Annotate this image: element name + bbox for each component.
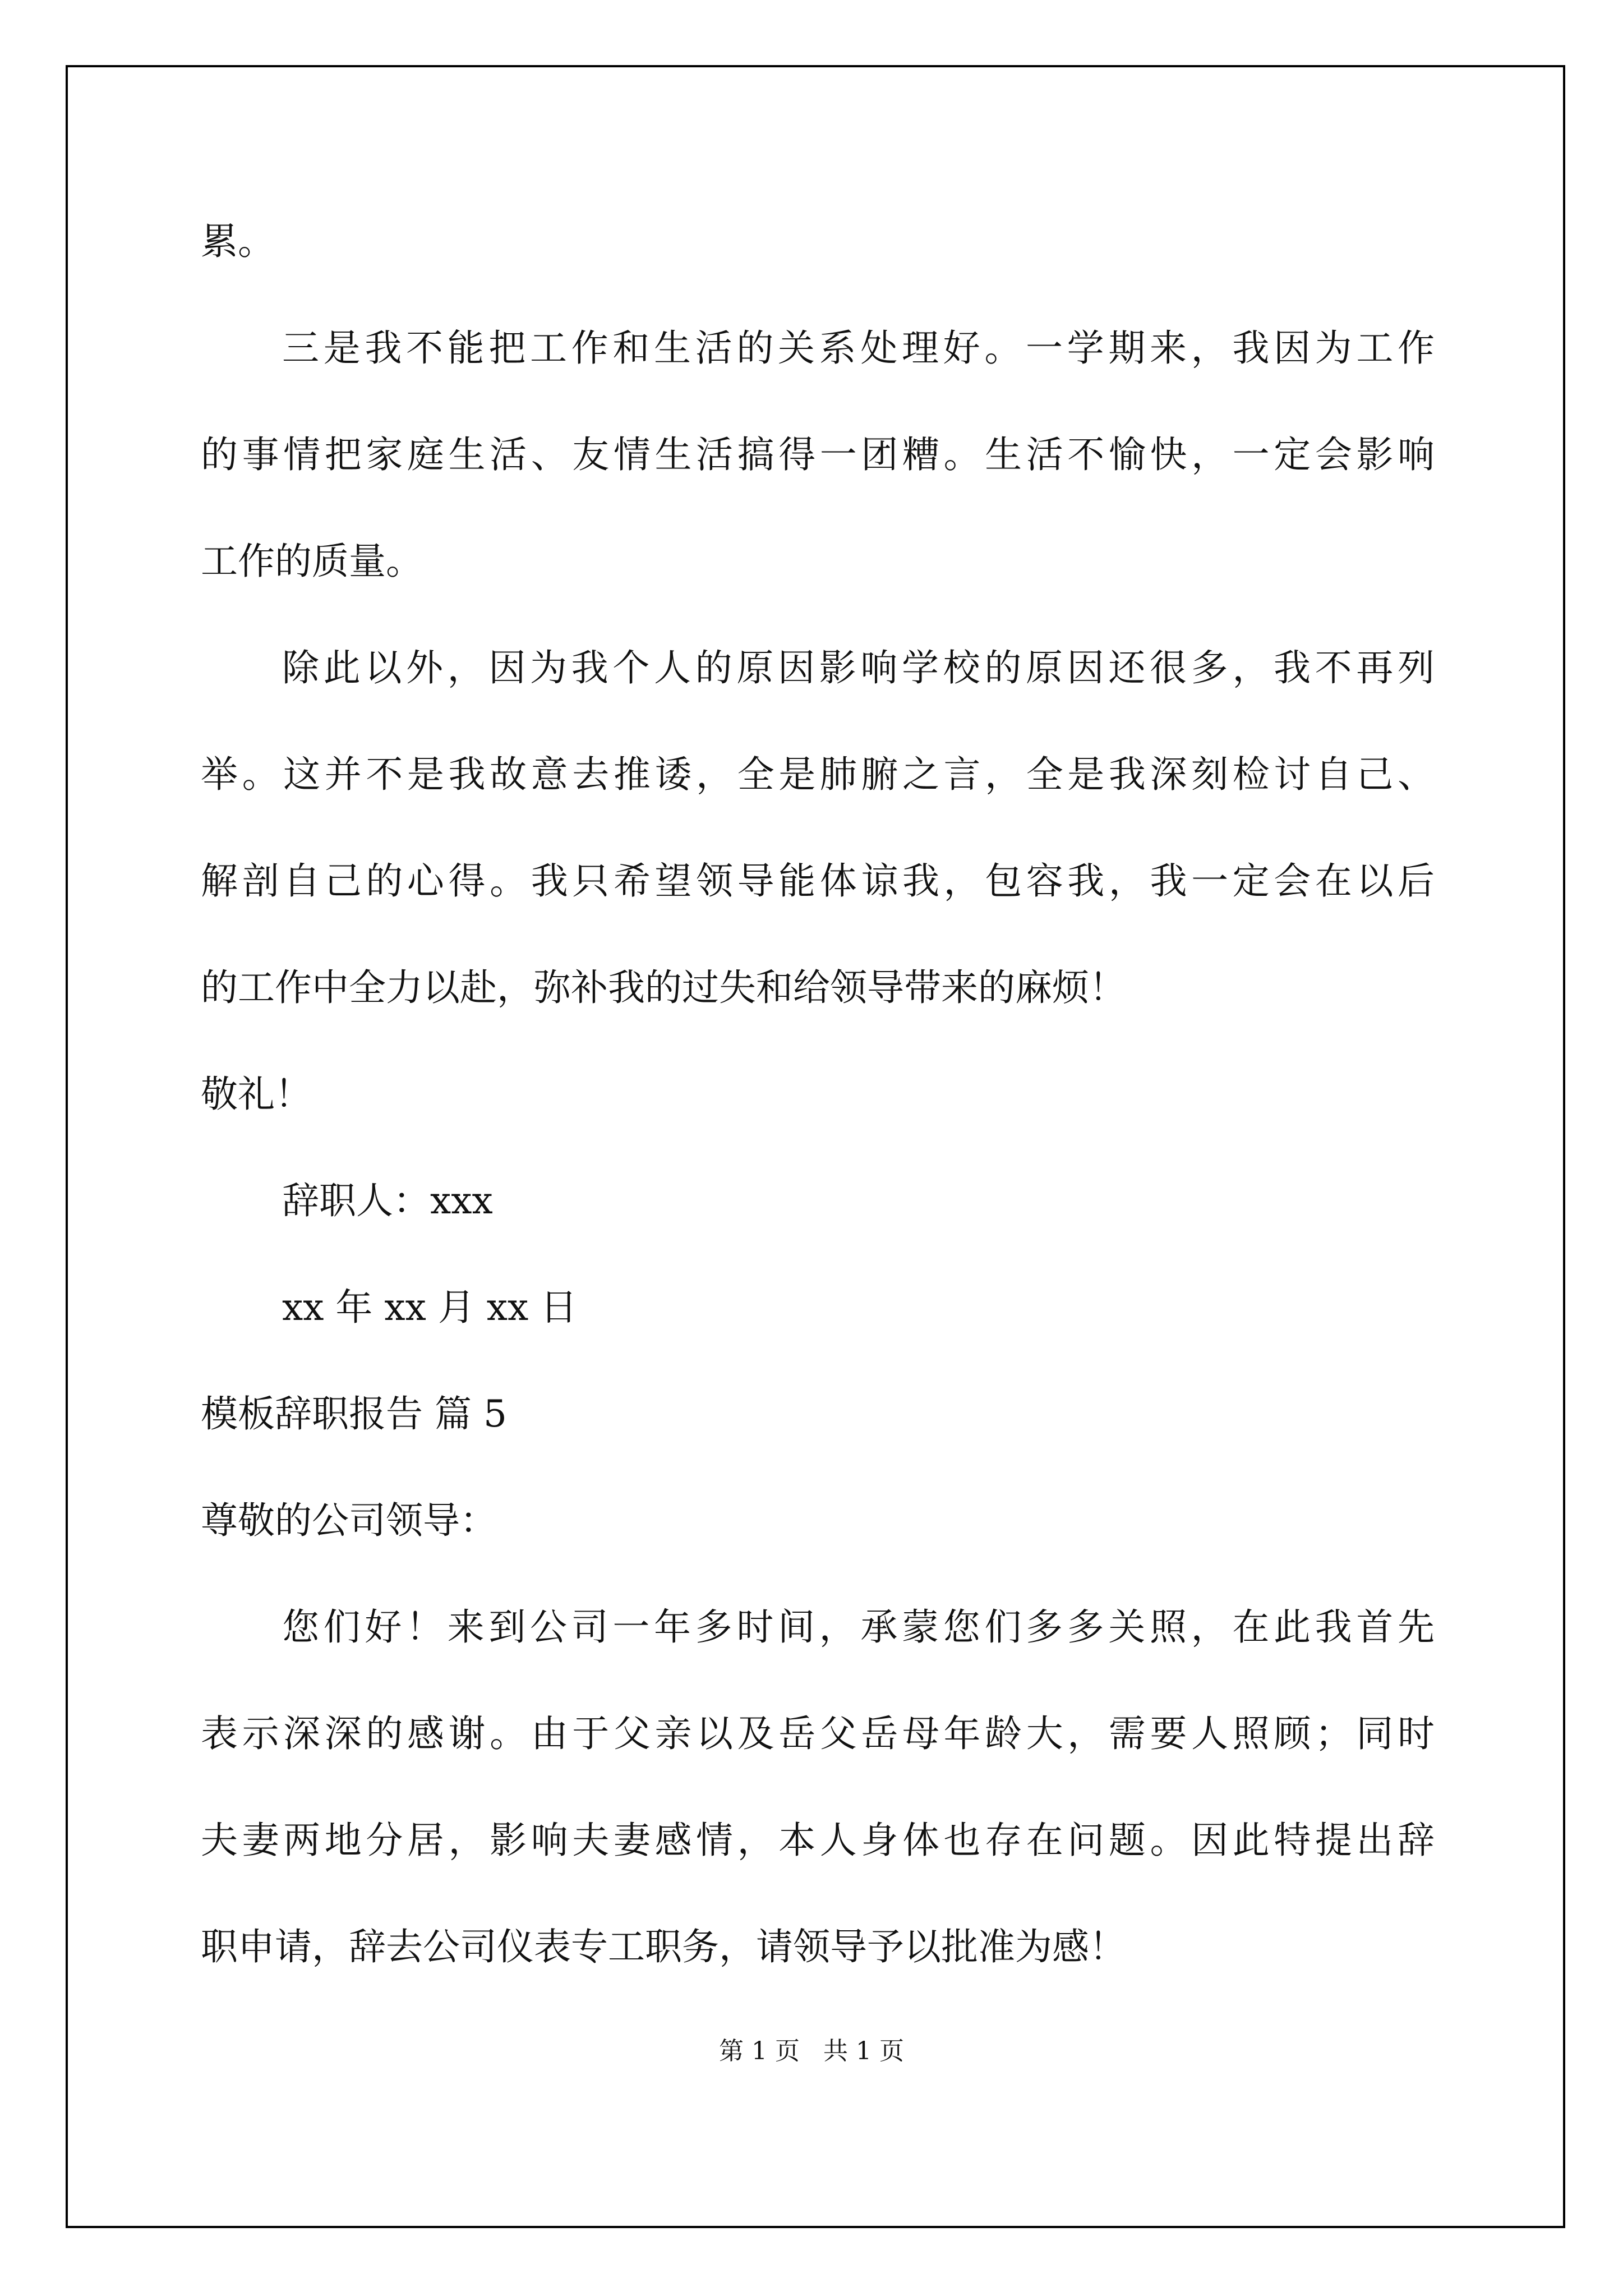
page-number-total: 共 1 页 — [823, 2037, 904, 2065]
page-footer — [0, 2031, 1623, 2067]
paragraph-line: 除此以外，因为我个人的原因影响学校的原因还很多，我不再列 — [282, 646, 1435, 689]
paragraph-line: 职申请，辞去公司仪表专工职务，请领导予以批准为感！ — [201, 1925, 1126, 1968]
paragraph-line: 三是我不能把工作和生活的关系处理好。一学期来，我因为工作 — [282, 326, 1435, 370]
signature-line: 辞职人：xxx — [282, 1179, 493, 1222]
page-number-current: 第 1 页 — [719, 2037, 800, 2065]
page-border — [66, 65, 1565, 2228]
closing-salutation: 敬礼！ — [201, 1073, 312, 1116]
paragraph-line: 的工作中全力以赴，弥补我的过失和给领导带来的麻烦！ — [201, 966, 1126, 1009]
paragraph-line: 夫妻两地分居，影响夫妻感情，本人身体也存在问题。因此特提出辞 — [201, 1819, 1435, 1862]
section-title: 模板辞职报告 篇 5 — [201, 1392, 507, 1435]
paragraph-line: 表示深深的感谢。由于父亲以及岳父岳母年龄大，需要人照顾；同时 — [201, 1712, 1435, 1755]
paragraph-line: 累。 — [201, 220, 275, 263]
paragraph-line: 举。这并不是我故意去推诿，全是肺腑之言，全是我深刻检讨自己、 — [201, 753, 1435, 796]
date-line: xx 年 xx 月 xx 日 — [282, 1286, 578, 1329]
paragraph-line: 工作的质量。 — [201, 540, 423, 583]
paragraph-line: 的事情把家庭生活、友情生活搞得一团糟。生活不愉快，一定会影响 — [201, 433, 1435, 476]
salutation: 尊敬的公司领导： — [201, 1499, 497, 1542]
paragraph-line: 您们好！来到公司一年多时间，承蒙您们多多关照，在此我首先 — [282, 1605, 1435, 1649]
paragraph-line: 解剖自己的心得。我只希望领导能体谅我，包容我，我一定会在以后 — [201, 859, 1435, 903]
